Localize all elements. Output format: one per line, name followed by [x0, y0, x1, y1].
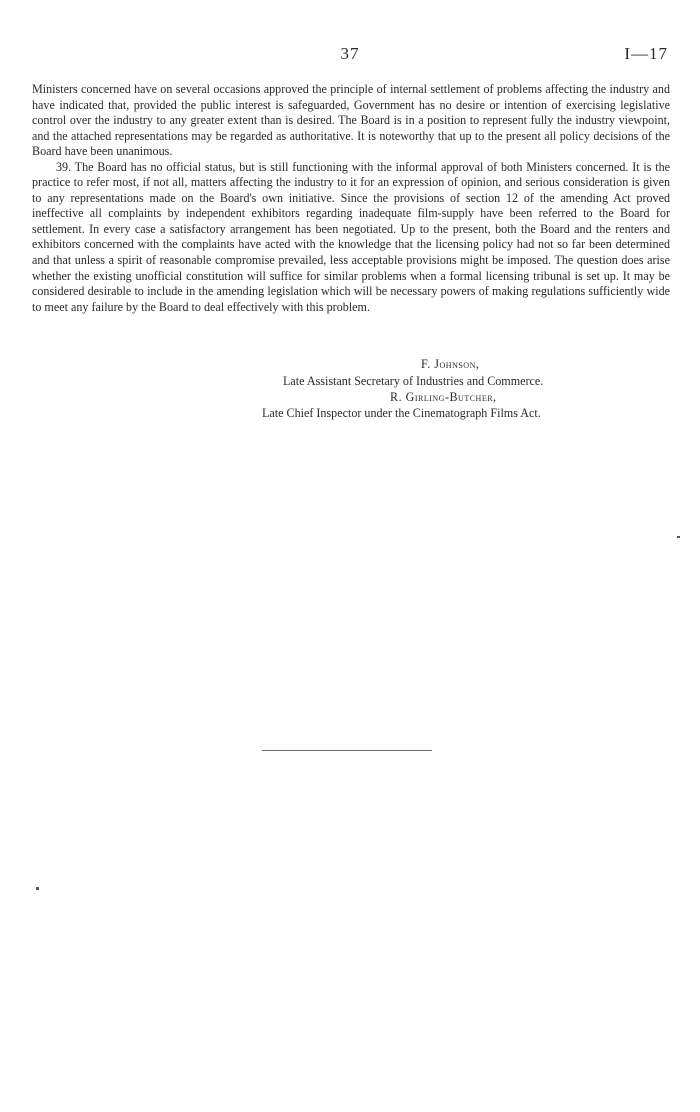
- signatory-1-title: Late Assistant Secretary of Industries and Commerce.: [283, 374, 544, 388]
- scan-speck: [36, 887, 39, 890]
- signatory-2-name: R. Girling-Butcher,: [390, 390, 497, 404]
- page-number: 37: [340, 44, 360, 63]
- page-reference: I—17: [624, 44, 668, 63]
- paragraph-continuation: Ministers concerned have on several occasions approved the principle of internal settlement of problems affecting the industry and have indicated that, provided the public interest is safeguarded, Government has no desire or intention of exercising legislative control over the industry to any greater extent than is desired. The Board is in a position to represent fully the industry viewpoint, and the attached representations may be regarded as authoritative. It is noteworthy that up to the present all policy decisions of the Board have been unanimous.: [32, 82, 670, 159]
- signatory-1-name: F. Johnson,: [421, 357, 480, 371]
- paragraph-39: 39. The Board has no official status, but is still functioning with the informal approval of both Ministers concerned. It is the practice to refer most, if not all, matters affecting the industry to it for an expression of opinion, and serious consideration is given to any representations made on the Board's own initiative. Since the provisions of section 12 of the amending Act proved ineffective all complaints by independent exhibitors regarding inadequate film-supply have been referred to the Board for settlement. In every case a satisfactory arrangement has been negotiated. Up to the present, both the Board and the renters and exhibitors concerned with the complaints have acted with the knowledge that the licensing policy had not so far been determined and that unless a spirit of reasonable compromise prevailed, less acceptable provisions might be imposed. The question does arise whether the existing unofficial constitution will suffice for similar problems when a formal licensing tribunal is set up. It may be considered desirable to include in the amending legislation which will be necessary powers of making regulations sufficiently wide to meet any failure by the Board to deal effectively with this problem.: [32, 159, 670, 314]
- body-text: [32, 82, 670, 315]
- closing-rule: [262, 750, 432, 751]
- signatory-2-title: Late Chief Inspector under the Cinematograph Films Act.: [262, 406, 541, 420]
- scan-speck: [677, 536, 680, 538]
